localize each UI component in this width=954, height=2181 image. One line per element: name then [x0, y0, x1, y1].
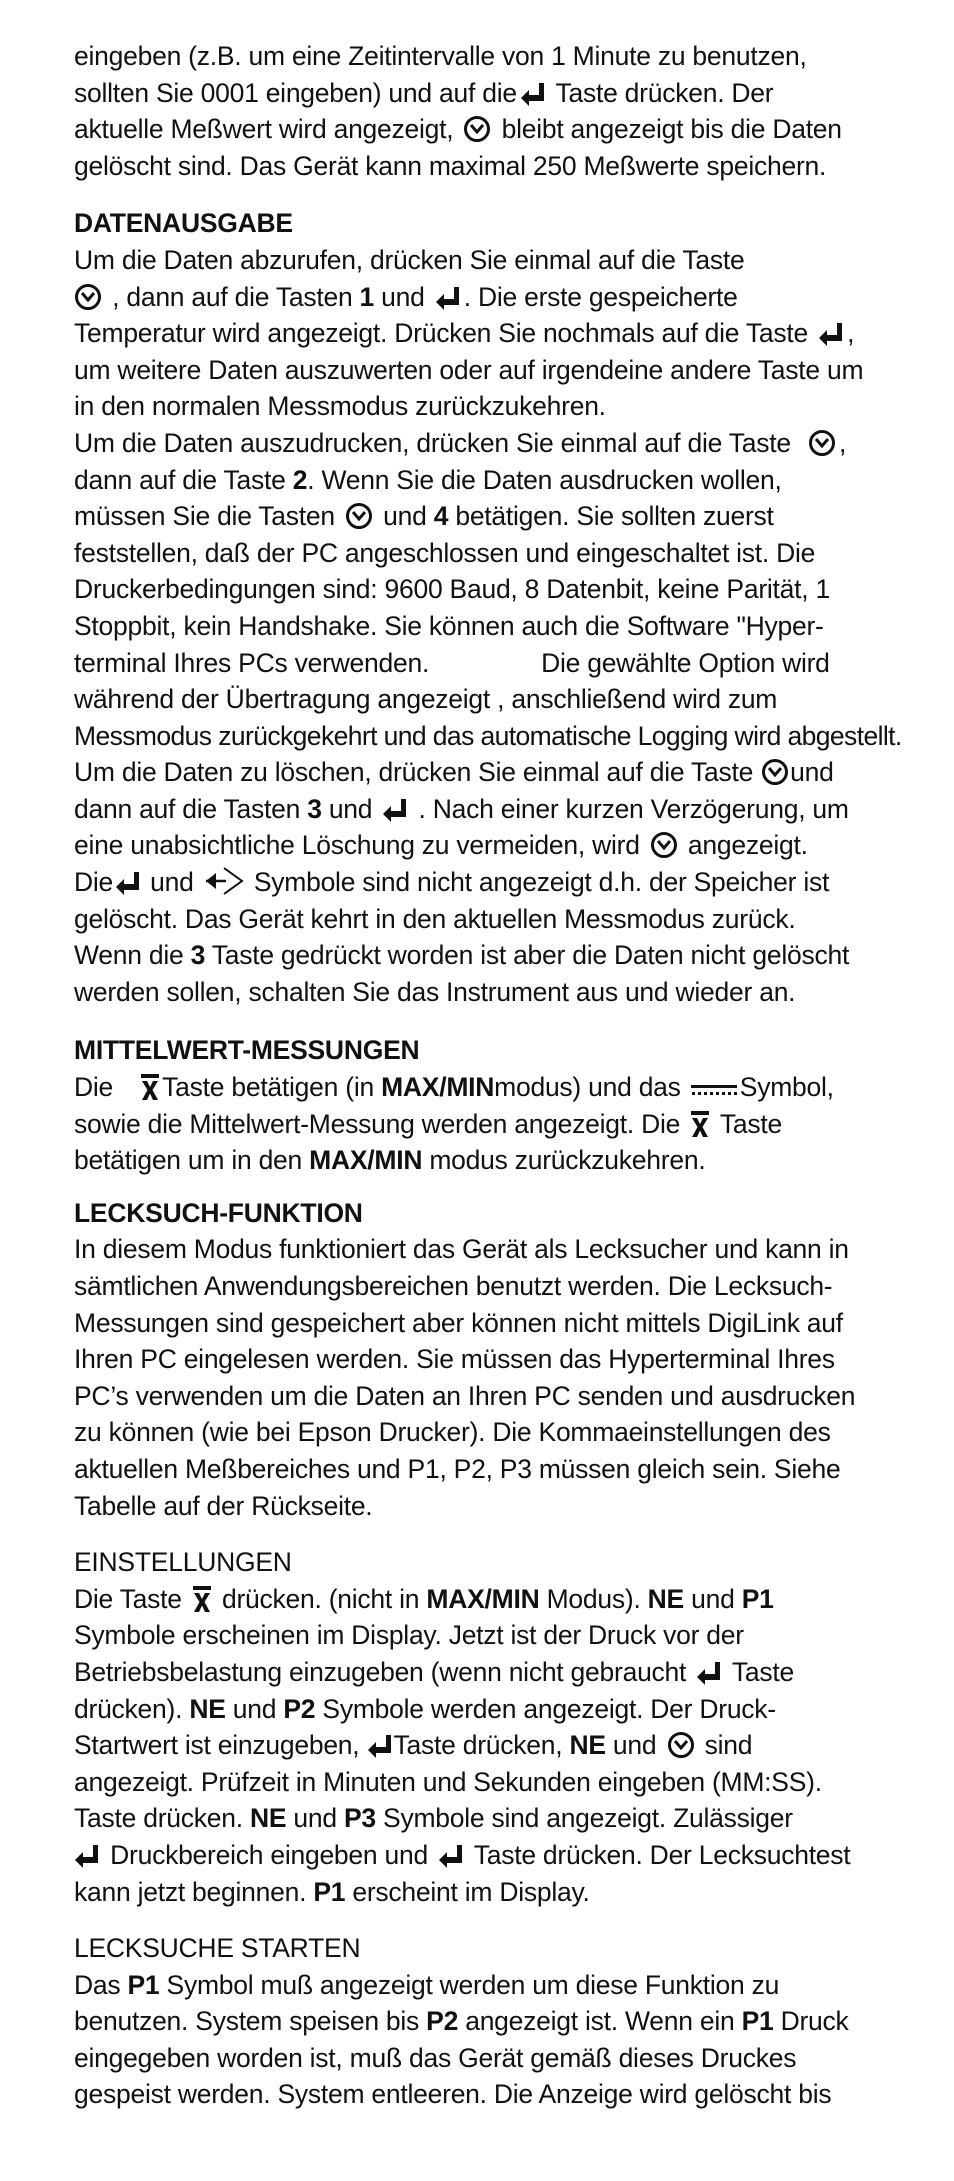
text-line [74, 608, 934, 645]
text-line [74, 1341, 934, 1378]
clock-icon [463, 115, 491, 143]
text-line [74, 937, 934, 974]
symbol-label: P1 [741, 1583, 774, 1614]
text: sowie die Mittelwert-Messung werden angezeigt. Die [74, 1108, 688, 1139]
symbol-label: NE [249, 1803, 287, 1834]
text: Die [74, 867, 114, 898]
manual-page [74, 38, 934, 2113]
symbol-label: P1 [127, 1969, 160, 2000]
text: Messungen sind gespeichert aber können nicht mittels DigiLink auf [74, 1307, 843, 1338]
text-line [74, 1069, 934, 1106]
text: Taste [713, 1108, 782, 1139]
text: angezeigt. [680, 830, 808, 861]
text-line [74, 462, 934, 499]
mode-label: MAX/MIN [381, 1072, 495, 1103]
text: Die [74, 1072, 121, 1103]
text: und [684, 1583, 742, 1614]
text: eine unabsichtliche Löschung zu vermeiden, wird [74, 830, 647, 861]
text-line [74, 2040, 934, 2077]
text: Stoppbit, kein Handshake. Sie können auch die Software "Hyper- [74, 610, 824, 641]
x-bar-icon [690, 1110, 710, 1138]
symbol-label: P1 [741, 2006, 774, 2037]
text-line [74, 1414, 934, 1451]
text: gelöscht sind. Das Gerät kann maximal 250 Meßwerte speichern. [74, 150, 827, 181]
text-line [74, 1231, 934, 1268]
text: und [143, 867, 201, 898]
text-line [74, 388, 934, 425]
text: Symbole werden angezeigt. Der Druck- [315, 1693, 776, 1724]
enter-arrow-icon [438, 1843, 464, 1869]
text: Taste drücken, [393, 1730, 570, 1761]
text: werden sollen, schalten Sie das Instrument aus und wieder an. [74, 976, 796, 1007]
text: müssen Sie die Tasten [74, 501, 343, 532]
text: . Nach einer kurzen Verzögerung, um [411, 793, 849, 824]
text-line [74, 1764, 934, 1801]
text: eingeben (z.B. um eine Zeitintervalle von 1 Minute zu benutzen, [74, 41, 807, 71]
text: sämtlichen Anwendungsbereichen benutzt werden. Die Lecksuch- [74, 1271, 833, 1301]
key-label: 3 [190, 940, 206, 971]
text-line [74, 498, 934, 535]
enter-arrow-icon [382, 797, 408, 823]
text: Taste drücken. Der [548, 77, 774, 108]
clock-icon [761, 758, 789, 786]
text: . Die erste gespeicherte [463, 281, 738, 312]
text: Um die Daten abzurufen, drücken Sie einmal auf die Taste [74, 244, 745, 275]
text-line [74, 1305, 934, 1342]
text: Taste betätigen (in [162, 1072, 382, 1103]
text: um weitere Daten auszuwerten oder auf irgendeine andere Taste um [74, 354, 864, 385]
text-line [74, 754, 934, 791]
text: feststellen, daß der PC angeschlossen und eingeschaltet ist. Die [74, 537, 816, 568]
text: während der Übertragung angezeigt , anschließend wird zum [74, 684, 778, 715]
text: und [790, 757, 834, 788]
text: , [847, 318, 855, 349]
symbol-label: P2 [426, 2006, 459, 2037]
text-line [74, 571, 934, 608]
text: Startwert ist einzugeben, [74, 1730, 367, 1761]
text-line [74, 2003, 934, 2040]
symbol-label: P2 [283, 1693, 316, 1724]
text-line [74, 1874, 934, 1911]
section-heading-einstellungen: EINSTELLUNGEN [74, 1547, 292, 1578]
text: Taste drücken. Der Lecksuchtest [467, 1839, 851, 1870]
text: angezeigt ist. Wenn ein [458, 2006, 742, 2037]
text-line [74, 1378, 934, 1415]
text: Taste [725, 1656, 794, 1687]
key-label: 2 [292, 464, 308, 495]
text: Symbole sind angezeigt. Zulässiger [375, 1803, 793, 1834]
text: Die Taste [74, 1583, 189, 1614]
text-line [74, 1800, 934, 1837]
text-line [74, 315, 934, 352]
text: gelöscht. Das Gerät kehrt in den aktuellen Messmodus zurück. [74, 903, 796, 934]
symbol-label: P3 [343, 1803, 376, 1834]
text: drücken. (nicht in [214, 1583, 427, 1614]
section-heading-mittelwert: MITTELWERT-MESSUNGEN [74, 1035, 420, 1066]
key-label: 4 [433, 501, 449, 532]
text: erscheint im Display. [345, 1876, 590, 1907]
text: kann jetzt beginnen. [74, 1876, 314, 1907]
clock-icon [650, 831, 678, 859]
text-line [74, 1654, 934, 1691]
text: dann auf die Tasten [74, 793, 308, 824]
dotted-bar-icon [689, 1081, 739, 1101]
text: in den normalen Messmodus zurückzukehren. [74, 391, 606, 422]
x-bar-icon [140, 1073, 160, 1101]
symbol-label: NE [569, 1730, 606, 1761]
key-label: 3 [307, 793, 322, 824]
x-bar-icon [192, 1585, 212, 1613]
text: betätigen. Sie sollten zuerst [448, 501, 774, 532]
text: drücken). [74, 1693, 190, 1724]
enter-arrow-icon [520, 81, 546, 107]
text: eingegeben worden ist, muß das Gerät gemäß dieses Druckes [74, 2042, 797, 2073]
section-heading-datenausgabe: DATENAUSGABE [74, 208, 293, 239]
text-line [74, 425, 934, 462]
memory-diamond-icon [204, 866, 244, 896]
clock-icon [345, 502, 373, 530]
text: sind [697, 1730, 753, 1761]
text-line [74, 1106, 934, 1143]
mode-label: MAX/MIN [309, 1145, 423, 1176]
text-line [74, 1488, 934, 1525]
text: aktuelle Meßwert wird angezeigt, [74, 114, 461, 145]
text-line [74, 111, 934, 148]
text: Betriebsbelastung einzugeben (wenn nicht gebraucht [74, 1656, 694, 1687]
clock-icon [808, 429, 836, 457]
enter-arrow-icon [696, 1660, 722, 1686]
text: , [838, 427, 847, 458]
text-line [74, 1691, 934, 1728]
text: und [225, 1693, 284, 1724]
text-line [74, 864, 934, 901]
symbol-label: NE [189, 1693, 226, 1724]
text-line [74, 901, 934, 938]
text: Um die Daten auszudrucken, drücken Sie einmal auf die Taste [74, 427, 798, 458]
text-line [74, 1837, 934, 1874]
enter-arrow-icon [367, 1733, 393, 1759]
mode-label: MAX/MIN [426, 1583, 540, 1614]
text: modus zurückzukehren. [422, 1145, 706, 1176]
text-line [74, 1967, 934, 2004]
text: Um die Daten zu löschen, drücken Sie einmal auf die Taste [74, 757, 761, 788]
text-line [74, 279, 934, 316]
text: Messmodus zurückgekehrt und das automatische Logging wird abgestellt. [74, 720, 902, 751]
text-line [74, 1581, 934, 1618]
text: Symbole erscheinen im Display. Jetzt ist der Druck vor der [74, 1620, 744, 1651]
text: und [286, 1803, 344, 1834]
text-line [74, 75, 934, 112]
text: , dann auf die Tasten [105, 281, 360, 312]
text: sollten Sie 0001 eingeben) und auf die [74, 77, 517, 108]
symbol-label: NE [647, 1583, 684, 1614]
text-line [74, 242, 934, 279]
text: betätigen um in den [74, 1145, 310, 1176]
text: Druckbereich eingeben und [103, 1839, 436, 1870]
text: und [605, 1730, 664, 1761]
text: benutzen. System speisen bis [74, 2006, 427, 2037]
clock-icon [667, 1731, 695, 1759]
section-heading-lecksuche-starten: LECKSUCHE STARTEN [74, 1933, 361, 1964]
text: bleibt angezeigt bis die Daten [494, 114, 842, 145]
text: Ihren PC eingelesen werden. Sie müssen das Hyperterminal Ihres [74, 1344, 835, 1375]
text: In diesem Modus funktioniert das Gerät als Lecksucher und kann in [74, 1234, 849, 1265]
text: modus) und das [494, 1072, 688, 1103]
text: terminal Ihres PCs verwenden. [74, 647, 430, 678]
text: Symbole sind nicht angezeigt d.h. der Speicher ist [246, 867, 830, 898]
text: Druckerbedingungen sind: 9600 Baud, 8 Datenbit, keine Parität, 1 [74, 574, 830, 605]
text: Taste gedrückt worden ist aber die Daten nicht gelöscht [205, 940, 850, 971]
text: Symbol muß angezeigt werden um diese Funktion zu [159, 1969, 780, 2000]
text-line [74, 1142, 934, 1179]
text-line [74, 974, 934, 1011]
text: Das [74, 1969, 128, 2000]
text: Druck [773, 2006, 849, 2037]
text: und [376, 501, 434, 532]
text: und [374, 281, 432, 312]
text-line [74, 681, 934, 718]
text-line [74, 1617, 934, 1654]
text: aktuellen Meßbereiches und P1, P2, P3 müssen gleich sein. Siehe [74, 1453, 841, 1484]
enter-arrow-icon [818, 321, 844, 347]
text: Symbol, [739, 1072, 834, 1103]
text-line [74, 1268, 934, 1305]
text: Die gewählte Option wird [541, 647, 830, 678]
text: zu können (wie bei Epson Drucker). Die Kommaeinstellungen des [74, 1417, 831, 1448]
text: und [321, 793, 380, 824]
enter-arrow-icon [115, 870, 141, 896]
enter-arrow-icon [435, 285, 461, 311]
text: gespeist werden. System entleeren. Die Anzeige wird gelöscht bis [74, 2079, 832, 2110]
text-line [74, 791, 934, 828]
text-line [74, 38, 934, 75]
text: Tabelle auf der Rückseite. [74, 1490, 373, 1521]
text-line [74, 827, 934, 864]
text: PC’s verwenden um die Daten an Ihren PC senden und ausdrucken [74, 1380, 856, 1411]
section-heading-lecksuch: LECKSUCH-FUNKTION [74, 1197, 363, 1228]
clock-icon [74, 283, 102, 311]
text: Wenn die [74, 940, 191, 971]
text: . Wenn Sie die Daten ausdrucken wollen, [307, 464, 782, 495]
text-line [74, 2076, 934, 2113]
text-line [74, 148, 934, 185]
text-line [74, 1727, 934, 1764]
text-line [74, 352, 934, 389]
symbol-label: P1 [313, 1876, 346, 1907]
text: Temperatur wird angezeigt. Drücken Sie nochmals auf die Taste [74, 318, 816, 349]
text-line [74, 535, 934, 572]
text: Taste drücken. [74, 1803, 250, 1834]
text: angezeigt. Prüfzeit in Minuten und Sekunden eingeben (MM:SS). [74, 1766, 822, 1797]
text: Modus). [539, 1583, 648, 1614]
text-line [74, 645, 934, 682]
text-line [74, 718, 934, 755]
text: dann auf die Taste [74, 464, 293, 495]
text-line [74, 1451, 934, 1488]
key-label: 1 [359, 281, 375, 312]
enter-arrow-icon [74, 1843, 100, 1869]
